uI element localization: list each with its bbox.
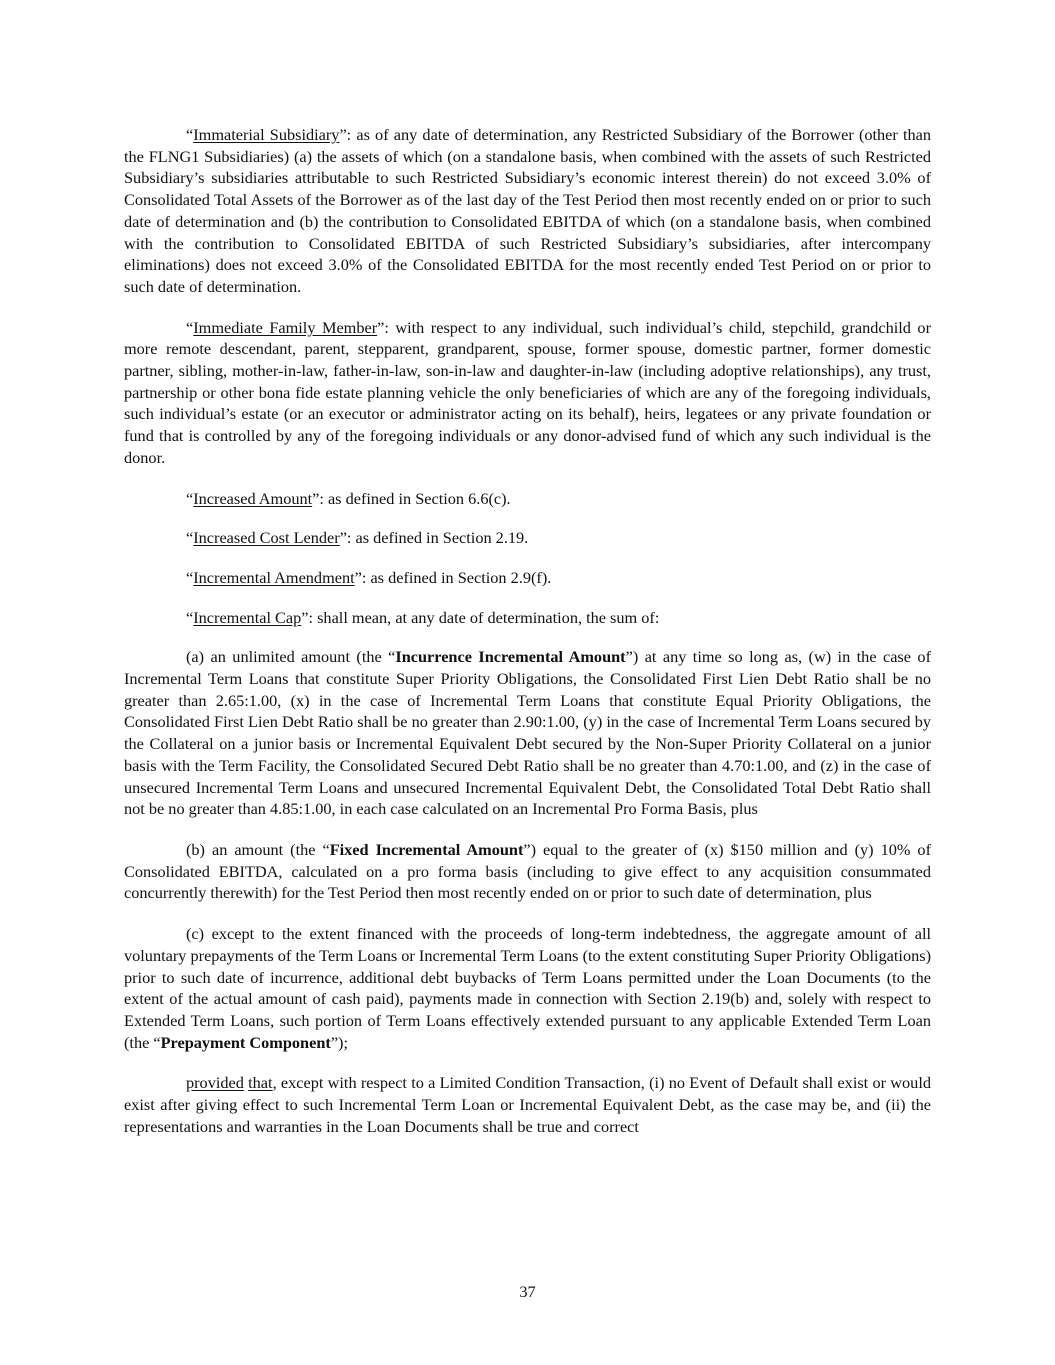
clause-text: (c) except to the extent financed with the proceeds of long-term indebtedness, the aggregate amount of all voluntary prepayments of the Term Loans or Incremental Term Loans (to the extent constituting Super Priority Obligations) prior to such date of incurrence, additional debt buybacks of Term Loans permitted under the Loan Documents (to the extent of the actual amount of cash paid), payments made in connection with Section 2.19(b) and, solely with respect to Extended Term Loans, such portion of Term Loans effectively extended pursuant to any applicable Extended Term Loan (the “: [124, 924, 931, 1052]
definition-text: ”: with respect to any individual, such individual’s child, stepchild, grandchild or more remote descendant, parent, stepparent, grandparent, spouse, former spouse, domestic partner, former domestic partner, sibling, mother-in-law, father-in-law, son-in-law and daughter-in-law (including adoptive relationships), any trust, partnership or other bona fide estate planning vehicle the only beneficiaries of which are any of the foregoing individuals, such individual’s estate (or an executor or administrator acting on its behalf), heirs, legatees or any private foundation or fund that is controlled by any of the foregoing individuals or any donor-advised fund of which any such individual is the donor.: [124, 317, 931, 467]
clause-text: (b) an amount (the “: [186, 839, 330, 859]
proviso-text: , except with respect to a Limited Condition Transaction, (i) no Event of Default shall exist or would exist after giving effect to such Incremental Term Loan or Incremental Equivalent Debt, as the case may be, and (ii) the representations and warranties in the Loan Documents shall be true and correct: [124, 1073, 931, 1136]
open-quote: “: [186, 317, 194, 337]
definition-text: ”: as of any date of determination, any Restricted Subsidiary of the Borrower (other than the FLNG1 Subsidiaries) (a) the assets of which (on a standalone basis, when combined with the assets of such Restricted Subsidiary’s subsidiaries attributable to such Restricted Subsidiary’s economic interest therein) do not exceed 3.0% of Consolidated Total Assets of the Borrower as of the last day of the Test Period then most recently ended on or prior to such date of determination and (b) the contribution to Consolidated EBITDA of which (on a standalone basis, when combined with the contribution to Consolidated EBITDA of such Restricted Subsidiary’s subsidiaries, after intercompany eliminations) does not exceed 3.0% of the Consolidated EBITDA for the most recently ended Test Period on or prior to such date of determination.: [124, 125, 931, 296]
clause-a: [124, 646, 931, 820]
definition-incremental-amendment: [124, 567, 931, 589]
definition-text: ”: as defined in Section 2.19.: [339, 528, 529, 548]
defined-term: Increased Amount: [193, 488, 313, 508]
definition-text: ”: shall mean, at any date of determination, the sum of:: [301, 607, 660, 627]
definition-incremental-cap: [124, 607, 931, 629]
definition-text: ”: as defined in Section 2.9(f).: [354, 567, 552, 587]
page-number: 37: [519, 1282, 536, 1301]
open-quote: “: [186, 607, 194, 627]
open-quote: “: [186, 488, 194, 508]
definition-text: ”: as defined in Section 6.6(c).: [312, 488, 511, 508]
defined-term: Incremental Cap: [193, 607, 302, 627]
open-quote: “: [186, 528, 194, 548]
proviso: [124, 1072, 931, 1137]
bold-defined-term: Fixed Incremental Amount: [329, 839, 524, 859]
defined-term: Increased Cost Lender: [193, 528, 340, 548]
definition-immaterial-subsidiary: [124, 124, 931, 298]
definition-increased-cost-lender: [124, 527, 931, 549]
bold-defined-term: Incurrence Incremental Amount: [395, 647, 626, 667]
defined-term: Immediate Family Member: [193, 317, 378, 337]
clause-c: [124, 923, 931, 1053]
open-quote: “: [186, 125, 194, 144]
clause-b: [124, 839, 931, 904]
proviso-word-that: that: [248, 1073, 273, 1093]
document-page: [124, 124, 931, 1156]
clause-text: ”);: [330, 1032, 348, 1052]
clause-text: ”) at any time so long as, (w) in the case of Incremental Term Loans that constitute Super Priority Obligations, the Consolidated First Lien Debt Ratio shall be no greater than 2.65:1.00, (x) in the case of Incremental Term Loans that constitute Equal Priority Obligations, the Consolidated First Lien Debt Ratio shall be no greater than 2.90:1.00, (y) in the case of Incremental Term Loans secured by the Collateral on a junior basis or Incremental Equivalent Debt secured by the Non-Super Priority Collateral on a junior basis with the Term Facility, the Consolidated Secured Debt Ratio shall be no greater than 4.70:1.00, and (z) in the case of unsecured Incremental Term Loans and unsecured Incremental Equivalent Debt, the Consolidated Total Debt Ratio shall not be no greater than 4.85:1.00, in each case calculated on an Incremental Pro Forma Basis, plus: [124, 647, 931, 819]
defined-term: Incremental Amendment: [193, 567, 355, 587]
bold-defined-term: Prepayment Component: [160, 1032, 331, 1052]
open-quote: “: [186, 567, 194, 587]
definition-immediate-family-member: [124, 317, 931, 469]
proviso-word-provided: provided: [186, 1073, 244, 1093]
defined-term: Immaterial Subsidiary: [193, 125, 340, 144]
definition-increased-amount: [124, 488, 931, 510]
clause-text: (a) an unlimited amount (the “: [186, 647, 396, 667]
clause-text: ”) equal to the greater of (x) $150 million and (y) 10% of Consolidated EBITDA, calculated on a pro forma basis (including to give effect to any acquisition consummated concurrently therewith) for the Test Period then most recently ended on or prior to such date of determination, plus: [124, 839, 931, 903]
